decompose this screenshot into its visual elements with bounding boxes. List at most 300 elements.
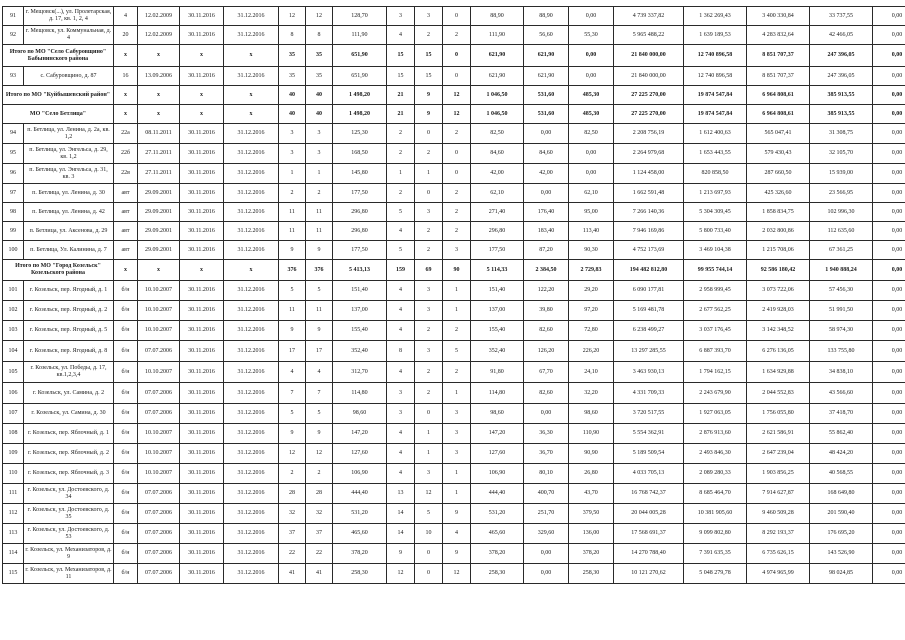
table-cell: 378,20 <box>333 544 387 564</box>
table-cell: 3 <box>443 424 471 444</box>
table-cell: 55,30 <box>569 26 614 45</box>
table-cell: 30.11.2016 <box>180 504 224 524</box>
table-cell: 30.11.2016 <box>180 124 224 144</box>
table-cell: 2 <box>415 383 443 404</box>
table-cell: 42,00 <box>524 164 569 184</box>
table-cell: 43,70 <box>569 484 614 504</box>
table-cell: 12 <box>443 564 471 584</box>
table-cell: 177,50 <box>333 184 387 203</box>
table-cell: 14 <box>387 524 415 544</box>
table-cell: 99 <box>3 222 24 241</box>
table-cell: 32,20 <box>569 383 614 404</box>
table-cell: x <box>138 105 180 124</box>
table-cell: 5 413,13 <box>333 260 387 281</box>
table-cell: 31.12.2016 <box>224 203 279 222</box>
table-cell: 111 <box>3 484 24 504</box>
table-cell: 5 114,33 <box>471 260 524 281</box>
table-cell: 2 <box>443 362 471 383</box>
table-cell: 0,00 <box>873 184 905 203</box>
table-cell: 21 840 000,00 <box>614 45 684 67</box>
table-cell: б/н <box>114 321 138 341</box>
table-cell: 2 958 999,45 <box>684 281 747 301</box>
table-cell: 5 800 733,40 <box>684 222 747 241</box>
table-cell: 1 <box>443 301 471 321</box>
table-cell: 8 685 464,70 <box>684 484 747 504</box>
table-cell: 35 <box>306 45 333 67</box>
table-cell: 1 634 929,88 <box>747 362 810 383</box>
table-cell: 93 <box>3 67 24 86</box>
table-cell: 1 362 269,43 <box>684 7 747 26</box>
table-cell: 31.12.2016 <box>224 404 279 424</box>
table-cell: 2 032 800,86 <box>747 222 810 241</box>
table-cell: 1 <box>443 281 471 301</box>
table-cell: 40 <box>306 105 333 124</box>
table-cell: 31.12.2016 <box>224 26 279 45</box>
table-cell: п. Бетлица, ул. Энгельса, д. 31, кв. 3 <box>24 164 114 184</box>
table-cell: 137,00 <box>471 301 524 321</box>
table-cell: 72,80 <box>569 321 614 341</box>
table-cell: 0 <box>415 564 443 584</box>
table-cell: 33 737,55 <box>810 7 873 26</box>
table-cell: 0,00 <box>524 124 569 144</box>
table-cell: авт <box>114 184 138 203</box>
table-cell: 39,80 <box>524 301 569 321</box>
table-cell: 17 <box>279 341 306 362</box>
table-cell: 98,60 <box>471 404 524 424</box>
table-cell: 0,00 <box>569 144 614 164</box>
table-cell: 12.02.2009 <box>138 26 180 45</box>
table-cell: 106 <box>3 383 24 404</box>
table-cell: 183,40 <box>524 222 569 241</box>
table-cell: 9 <box>443 544 471 564</box>
table-cell: 4 752 173,69 <box>614 241 684 260</box>
table-cell: п. Бетлица, Ул. Калинина, д. 7 <box>24 241 114 260</box>
table-cell: 4 <box>387 281 415 301</box>
table-cell: 0,00 <box>873 444 905 464</box>
table-cell: 1 498,20 <box>333 105 387 124</box>
table-cell: 621,90 <box>524 45 569 67</box>
table-row <box>3 564 905 584</box>
table-body <box>3 7 905 584</box>
subtotal-row <box>3 260 905 281</box>
table-cell: 9 460 509,28 <box>747 504 810 524</box>
table-cell: 28 <box>279 484 306 504</box>
table-cell: 29.09.2001 <box>138 184 180 203</box>
table-cell: 0,00 <box>873 203 905 222</box>
table-cell: 3 <box>415 203 443 222</box>
table-cell: 1 <box>443 464 471 484</box>
table-cell: г. Козельск, пер. Яблочный, д. 1 <box>24 424 114 444</box>
table-cell: 258,30 <box>471 564 524 584</box>
table-cell: 1 756 055,80 <box>747 404 810 424</box>
table-cell: 90,90 <box>569 444 614 464</box>
table-cell: 42 466,05 <box>810 26 873 45</box>
table-cell: 9 <box>279 241 306 260</box>
table-cell: 30.11.2016 <box>180 362 224 383</box>
table-cell: 62,10 <box>569 184 614 203</box>
table-cell: x <box>180 86 224 105</box>
table-cell: авт <box>114 241 138 260</box>
table-cell: 2 <box>443 184 471 203</box>
table-cell: 21 <box>387 86 415 105</box>
table-cell: 0,00 <box>873 105 905 124</box>
table-cell: 4 <box>387 362 415 383</box>
table-cell: 2 729,83 <box>569 260 614 281</box>
table-cell: 444,40 <box>471 484 524 504</box>
table-cell: 3 <box>387 404 415 424</box>
table-cell: 15 <box>387 45 415 67</box>
table-cell: 31.12.2016 <box>224 222 279 241</box>
table-cell: б/н <box>114 301 138 321</box>
table-cell: 6 735 626,15 <box>747 544 810 564</box>
subtotal-row <box>3 45 905 67</box>
table-cell: 2 621 586,91 <box>747 424 810 444</box>
table-cell: 147,20 <box>333 424 387 444</box>
table-cell: 22 <box>279 544 306 564</box>
table-cell: 2 384,50 <box>524 260 569 281</box>
table-cell: 55 862,40 <box>810 424 873 444</box>
table-cell: 1 124 458,00 <box>614 164 684 184</box>
table-cell: 651,90 <box>333 45 387 67</box>
table-cell: 2 876 913,60 <box>684 424 747 444</box>
table-cell: 6 090 177,81 <box>614 281 684 301</box>
table-cell: 271,40 <box>471 203 524 222</box>
table-cell: 1 662 591,48 <box>614 184 684 203</box>
table-cell: 1 612 400,63 <box>684 124 747 144</box>
table-cell: г. Козельск, ул. Самина, д. 2 <box>24 383 114 404</box>
table-cell: 30.11.2016 <box>180 464 224 484</box>
table-cell: 143 526,90 <box>810 544 873 564</box>
table-cell: г. Козельск, ул. Достоевского, д. 53 <box>24 524 114 544</box>
table-cell: 1 903 856,25 <box>747 464 810 484</box>
table-cell: 114,80 <box>333 383 387 404</box>
table-cell: 95 <box>3 144 24 164</box>
table-cell: 35 <box>279 45 306 67</box>
table-cell: 0 <box>443 67 471 86</box>
table-cell: 08.11.2011 <box>138 124 180 144</box>
table-cell: 3 <box>387 383 415 404</box>
table-cell: 15 <box>387 67 415 86</box>
table-cell: 5 <box>387 241 415 260</box>
table-cell: 6 964 808,61 <box>747 105 810 124</box>
table-cell: 30.11.2016 <box>180 164 224 184</box>
table-cell: 30.11.2016 <box>180 281 224 301</box>
table-cell: 62,10 <box>471 184 524 203</box>
table-cell: 7 266 140,36 <box>614 203 684 222</box>
table-cell: 98,60 <box>333 404 387 424</box>
table-cell: авт <box>114 222 138 241</box>
table-cell: 30.11.2016 <box>180 67 224 86</box>
table-cell: 3 <box>443 444 471 464</box>
table-cell: 31.12.2016 <box>224 504 279 524</box>
table-cell: 4 <box>114 7 138 26</box>
table-cell: 2 <box>306 184 333 203</box>
table-cell: 82,60 <box>524 383 569 404</box>
housing-registry-table <box>2 6 905 584</box>
registry-sheet <box>2 6 901 584</box>
table-cell: 3 463 930,13 <box>614 362 684 383</box>
table-cell: 40 568,55 <box>810 464 873 484</box>
table-cell: 105 <box>3 362 24 383</box>
table-cell: 67,70 <box>524 362 569 383</box>
table-cell: б/н <box>114 281 138 301</box>
table-cell: 531,60 <box>524 86 569 105</box>
table-cell: 112 <box>3 504 24 524</box>
table-cell: 379,50 <box>569 504 614 524</box>
table-cell: 0,00 <box>873 524 905 544</box>
table-cell: 0,00 <box>873 241 905 260</box>
table-cell: 5 <box>415 504 443 524</box>
table-cell: 58 974,30 <box>810 321 873 341</box>
table-cell: 378,20 <box>471 544 524 564</box>
table-cell: 29.09.2001 <box>138 222 180 241</box>
table-row <box>3 144 905 164</box>
table-cell: 0,00 <box>873 260 905 281</box>
table-cell: 51 991,50 <box>810 301 873 321</box>
table-cell: 11 <box>306 222 333 241</box>
table-cell: 110 <box>3 464 24 484</box>
table-cell: 296,80 <box>333 222 387 241</box>
table-cell: 92 586 180,42 <box>747 260 810 281</box>
table-cell: 3 <box>415 301 443 321</box>
table-cell: 0,00 <box>873 321 905 341</box>
table-cell: x <box>180 45 224 67</box>
table-cell: 376 <box>306 260 333 281</box>
table-cell: 3 142 348,52 <box>747 321 810 341</box>
table-cell: 87,20 <box>524 241 569 260</box>
table-cell: 378,20 <box>569 544 614 564</box>
table-cell: 258,30 <box>569 564 614 584</box>
table-cell: 30.11.2016 <box>180 7 224 26</box>
table-cell: 1 794 162,15 <box>684 362 747 383</box>
table-cell: 80,10 <box>524 464 569 484</box>
table-cell: 4 974 965,99 <box>747 564 810 584</box>
table-cell: 2 264 979,68 <box>614 144 684 164</box>
table-cell: 31.12.2016 <box>224 301 279 321</box>
table-cell: 0,00 <box>873 464 905 484</box>
table-row <box>3 164 905 184</box>
table-cell: 30.11.2016 <box>180 544 224 564</box>
table-cell: 108 <box>3 424 24 444</box>
table-cell: 3 <box>415 341 443 362</box>
table-cell: 531,20 <box>471 504 524 524</box>
table-cell: 201 590,40 <box>810 504 873 524</box>
table-row <box>3 362 905 383</box>
table-cell: x <box>224 105 279 124</box>
table-cell: 4 <box>279 362 306 383</box>
table-cell: x <box>114 105 138 124</box>
table-cell: 07.07.2006 <box>138 404 180 424</box>
table-cell: 34 838,10 <box>810 362 873 383</box>
table-cell: 3 <box>415 464 443 484</box>
table-cell: 2 <box>443 203 471 222</box>
table-cell: 35 <box>279 67 306 86</box>
table-cell: 3 469 104,38 <box>684 241 747 260</box>
table-cell: 19 874 547,84 <box>684 86 747 105</box>
table-cell: г. Козельск, ул. Самина, д. 30 <box>24 404 114 424</box>
table-cell: п. Бетлица, ул. Ленина, д. 30 <box>24 184 114 203</box>
table-cell: 2 493 846,30 <box>684 444 747 464</box>
table-cell: 12 <box>279 444 306 464</box>
table-cell: с. Сабуровщино, д. 87 <box>24 67 114 86</box>
table-cell: 12 <box>279 7 306 26</box>
table-cell: 111,90 <box>333 26 387 45</box>
table-cell: 92 <box>3 26 24 45</box>
table-cell: x <box>114 86 138 105</box>
table-row <box>3 241 905 260</box>
table-cell: 1 927 063,05 <box>684 404 747 424</box>
table-cell: 2 243 679,90 <box>684 383 747 404</box>
subtotal-row <box>3 105 905 124</box>
table-cell: 114 <box>3 544 24 564</box>
table-cell: 2 <box>415 321 443 341</box>
table-cell: г. Козельск, ул. Механизаторов, д. 9 <box>24 544 114 564</box>
table-cell: 621,90 <box>471 45 524 67</box>
table-cell: 2 <box>279 184 306 203</box>
table-cell: б/н <box>114 424 138 444</box>
table-cell: 0,00 <box>873 45 905 67</box>
table-cell: 0,00 <box>873 362 905 383</box>
table-cell: 4 <box>387 301 415 321</box>
table-cell: 3 400 330,84 <box>747 7 810 26</box>
table-row <box>3 26 905 45</box>
table-cell: 155,40 <box>333 321 387 341</box>
table-cell: 95,00 <box>569 203 614 222</box>
table-cell: 385 913,55 <box>810 86 873 105</box>
table-cell: 16 <box>114 67 138 86</box>
table-cell: 0,00 <box>873 86 905 105</box>
table-cell: 5 <box>443 341 471 362</box>
table-cell: 1 <box>387 164 415 184</box>
table-cell: 0,00 <box>569 67 614 86</box>
table-cell: 7 <box>306 383 333 404</box>
table-cell: 128,70 <box>333 7 387 26</box>
table-cell: 9 099 802,80 <box>684 524 747 544</box>
table-cell: 15 <box>415 67 443 86</box>
table-cell: 2 677 562,25 <box>684 301 747 321</box>
table-cell: 31.12.2016 <box>224 184 279 203</box>
table-cell: 13.09.2006 <box>138 67 180 86</box>
table-cell: 12 <box>443 86 471 105</box>
table-cell: 31.12.2016 <box>224 241 279 260</box>
table-row <box>3 281 905 301</box>
table-cell: 31.12.2016 <box>224 7 279 26</box>
table-cell: 0,00 <box>873 281 905 301</box>
table-cell: x <box>114 45 138 67</box>
table-cell: 1 <box>306 164 333 184</box>
table-cell: 3 037 176,45 <box>684 321 747 341</box>
table-cell: п. Бетлица, ул. Аксенова, д. 29 <box>24 222 114 241</box>
table-cell: 30.11.2016 <box>180 444 224 464</box>
table-cell: 27.11.2011 <box>138 144 180 164</box>
table-cell: 4 033 705,13 <box>614 464 684 484</box>
table-cell: 30.11.2016 <box>180 321 224 341</box>
table-cell: 30.11.2016 <box>180 184 224 203</box>
table-cell: 0 <box>443 144 471 164</box>
table-cell: 37 418,70 <box>810 404 873 424</box>
table-cell: 2 <box>387 144 415 164</box>
table-cell: 8 851 707,37 <box>747 45 810 67</box>
table-cell: 90,30 <box>569 241 614 260</box>
table-cell: 3 <box>443 241 471 260</box>
table-cell: 2 <box>415 241 443 260</box>
table-cell: 159 <box>387 260 415 281</box>
table-cell: 31.12.2016 <box>224 564 279 584</box>
table-cell: г. Козельск, ул. Достоевского, д. 34 <box>24 484 114 504</box>
table-cell: 98,60 <box>569 404 614 424</box>
table-cell: 37 <box>306 524 333 544</box>
table-cell: 31.12.2016 <box>224 383 279 404</box>
table-cell: 29.09.2001 <box>138 241 180 260</box>
table-row <box>3 184 905 203</box>
table-cell: 113 <box>3 524 24 544</box>
table-cell: 0,00 <box>873 383 905 404</box>
table-cell: 125,30 <box>333 124 387 144</box>
table-cell: 312,70 <box>333 362 387 383</box>
table-cell: 3 <box>279 124 306 144</box>
table-cell: 168,50 <box>333 144 387 164</box>
table-cell: б/н <box>114 404 138 424</box>
table-cell: 19 874 547,84 <box>684 105 747 124</box>
table-cell: 98 <box>3 203 24 222</box>
table-cell: 2 <box>387 184 415 203</box>
table-cell: 0 <box>415 124 443 144</box>
table-cell: 0,00 <box>524 404 569 424</box>
table-cell: 31.12.2016 <box>224 341 279 362</box>
table-cell: 1 <box>415 444 443 464</box>
table-cell: 101 <box>3 281 24 301</box>
table-cell: 7 391 635,35 <box>684 544 747 564</box>
table-cell: 106,90 <box>333 464 387 484</box>
table-cell: 8 <box>387 341 415 362</box>
table-cell: 0,00 <box>873 301 905 321</box>
table-cell: 15 939,00 <box>810 164 873 184</box>
table-cell: 10 <box>415 524 443 544</box>
table-cell: 9 <box>415 105 443 124</box>
table-cell: 0,00 <box>873 564 905 584</box>
table-cell: 10.10.2007 <box>138 464 180 484</box>
table-cell: 13 297 285,55 <box>614 341 684 362</box>
table-cell: 145,80 <box>333 164 387 184</box>
table-cell: 151,40 <box>471 281 524 301</box>
table-cell: 40 <box>279 105 306 124</box>
table-cell: 11 <box>306 301 333 321</box>
table-cell: 0,00 <box>569 7 614 26</box>
table-cell: 30.11.2016 <box>180 383 224 404</box>
table-cell: 1 046,50 <box>471 86 524 105</box>
table-row <box>3 524 905 544</box>
table-cell: 579 430,43 <box>747 144 810 164</box>
table-cell: 0,00 <box>873 504 905 524</box>
table-cell: 1 213 697,93 <box>684 184 747 203</box>
table-cell: 84,60 <box>524 144 569 164</box>
table-cell: 4 <box>306 362 333 383</box>
table-cell: 110,90 <box>569 424 614 444</box>
table-cell: 531,20 <box>333 504 387 524</box>
table-cell: 2 <box>415 222 443 241</box>
table-cell: 10.10.2007 <box>138 362 180 383</box>
table-cell: 22в <box>114 164 138 184</box>
table-cell: 35 <box>306 67 333 86</box>
table-cell: 2 <box>443 26 471 45</box>
table-cell: 1 858 834,75 <box>747 203 810 222</box>
table-cell: 37 <box>279 524 306 544</box>
table-cell: x <box>180 105 224 124</box>
table-cell: 4 331 709,33 <box>614 383 684 404</box>
table-cell: x <box>138 260 180 281</box>
table-cell: 531,60 <box>524 105 569 124</box>
table-cell: 0,00 <box>873 7 905 26</box>
